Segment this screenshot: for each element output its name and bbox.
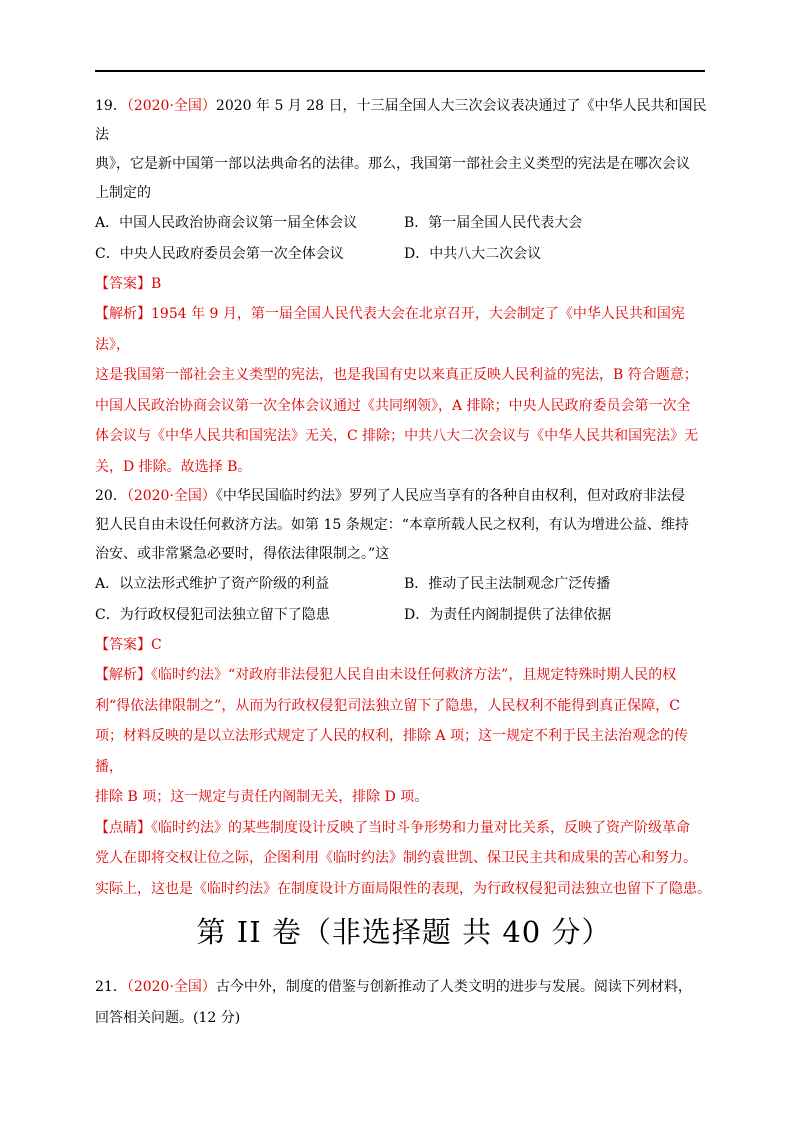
section-title: 第 II 卷（非选择题 共 40 分） [196, 915, 612, 949]
q19-analysis-line [95, 299, 713, 360]
q20-comment [95, 813, 713, 905]
q20-source: （2020·全国） [126, 488, 216, 504]
q20-analysis-line: 利“得依法律限制之”，从而为行政权侵犯司法独立留下了隐患，人民权利不能得到真正保障，C [95, 697, 681, 714]
q19-analysis [95, 299, 713, 482]
q19-analysis-line: 体会议与《中华人民共和国宪法》无关，C 排除；中共八大二次会议与《中华人民共和国宪法》无 [95, 428, 699, 444]
q20-analysis-label: 【解析】 [95, 667, 151, 683]
q20-option-c: C．为行政权侵犯司法独立留下了隐患 [95, 607, 330, 623]
q20-analysis-text: 《临时约法》“对政府非法侵犯人民自由未设任何救济方法”，且规定特殊时期人民的权 [151, 667, 677, 683]
q20-answer-label: 【答案】 [95, 637, 151, 653]
q20-comment-line: 党人在即将交权让位之际，企图利用《临时约法》制约袁世凯、保卫民主共和成果的苦心和努力。 [95, 850, 697, 866]
q20-analysis-line [95, 660, 713, 691]
question-19 [95, 92, 713, 482]
q19-analysis-line: 中国人民政治协商会议第一次全体会议通过《共同纲领》，A 排除；中央人民政府委员会第一次全 [95, 397, 691, 414]
q19-answer [95, 270, 713, 299]
q19-options-row2 [95, 239, 713, 270]
q19-option-a: A．中国人民政治协商会议第一届全体会议 [95, 215, 358, 231]
q21-stem-line1 [95, 972, 713, 1003]
q20-comment-label: 【点睛】 [95, 819, 151, 836]
q20-comment-text: 《临时约法》的某些制度设计反映了当时斗争形势和力量对比关系，反映了资产阶级革命 [151, 819, 690, 836]
q19-source: （2020·全国） [126, 98, 216, 114]
header-rule [95, 70, 705, 72]
q20-option-a: A．以立法形式维护了资产阶级的利益 [95, 576, 330, 592]
q20-comment-line: 实际上，这也是《临时约法》在制度设计方面局限性的表现，为行政权侵犯司法独立也留下了隐患。 [95, 880, 711, 897]
q19-analysis-line: 关，D 排除。故选择 B。 [95, 458, 252, 475]
q19-number: 19． [95, 98, 127, 114]
question-20 [95, 482, 713, 904]
question-21 [95, 972, 713, 1034]
q19-option-c: C．中央人民政府委员会第一次全体会议 [95, 246, 344, 262]
q20-stem-line1 [95, 482, 713, 511]
q19-options-row1 [95, 208, 713, 239]
q20-options-row1 [95, 569, 713, 600]
q19-stem-line2: 典》，它是新中国第一部以法典命名的法律。那么，我国第一部社会主义类型的宪法是在哪次会议 [95, 156, 690, 172]
page-content [95, 92, 713, 1034]
q19-stem-line3: 上制定的 [95, 185, 151, 201]
q21-source: （2020·全国） [126, 979, 216, 995]
q20-analysis [95, 660, 713, 813]
q20-comment-line [95, 813, 713, 844]
q20-option-d: D．为责任内阁制提供了法律依据 [404, 607, 612, 623]
q20-stem-text1: 《中华民国临时约法》罗列了人民应当享有的各种自由权利，但对政府非法侵 [215, 488, 685, 504]
q20-analysis-line: 排除 B 项；这一规定与责任内阁制无关，排除 D 项。 [95, 789, 429, 805]
q19-option-d: D．中共八大二次会议 [404, 246, 542, 262]
q20-analysis-line: 项；材料反映的是以立法形式规定了人民的权利，排除 A 项；这一规定不利于民主法治观念的传播， [95, 728, 689, 775]
q21-number: 21． [95, 979, 127, 995]
q20-answer [95, 631, 713, 660]
q20-options-row2 [95, 600, 713, 631]
q21-stem-text1: 古今中外，制度的借鉴与创新推动了人类文明的进步与发展。阅读下列材料， [215, 979, 692, 995]
q19-option-b: B．第一届全国人民代表大会 [404, 215, 583, 231]
q20-option-b: B．推动了民主法制观念广泛传播 [404, 576, 611, 592]
q19-answer-value: B [151, 276, 162, 292]
q20-answer-value: C [151, 637, 162, 653]
q19-analysis-line: 这是我国第一部社会主义类型的宪法，也是我国有史以来真正反映人民利益的宪法，B 符合题意； [95, 367, 698, 383]
q19-analysis-label: 【解析】 [95, 306, 151, 322]
q20-number: 20． [95, 488, 127, 504]
q19-analysis-text: 1954 年 9 月，第一届全国人民代表大会在北京召开，大会制定了《中华人民共和国宪法》， [95, 306, 685, 353]
q20-stem-line3: 治安、或非常紧急必要时，得依法律限制之。”这 [95, 546, 390, 562]
q19-answer-label: 【答案】 [95, 276, 151, 292]
q21-stem-line2: 回答相关问题。(12 分) [95, 1010, 241, 1026]
q19-stem-text1: 2020 年 5 月 28 日，十三届全国人大三次会议表决通过了《中华人民共和国民法 [95, 98, 707, 143]
q19-stem-line1 [95, 92, 713, 150]
q20-stem-line2: 犯人民自由未设任何救济方法。如第 15 条规定：“本章所载人民之权利，有认为增进公益、维持 [95, 517, 689, 533]
